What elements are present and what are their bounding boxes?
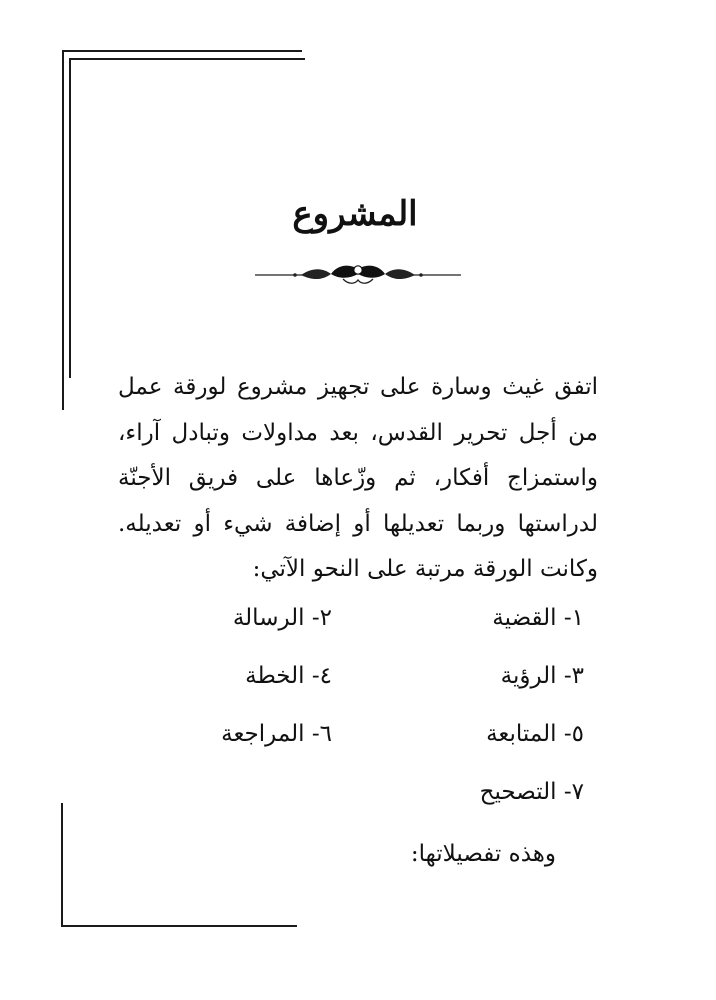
ornament-divider — [255, 258, 461, 288]
page-title: المشروع — [292, 194, 418, 234]
list-item: ٣- الرؤية — [500, 663, 584, 689]
intro-paragraph: اتفق غيث وسارة على تجهيز مشروع لورقة عمل من أجل تحرير القدس، بعد مداولات وتبادل آراء، واستمزاج أفكار، ثم وزّعاها على فريق الأجنّة لدراستها وربما تعديلها أو إضافة شيء أو تعديله. وكانت الورقة مرتبة على النحو الآتي: — [118, 374, 598, 582]
frame-bottom-line — [61, 925, 297, 927]
frame-top-outer-line — [62, 50, 302, 52]
frame-left-inner-line — [69, 58, 71, 378]
list-item: ٧- التصحيح — [479, 779, 584, 805]
frame-left-outer-line — [62, 50, 64, 410]
list-item: ٤- الخطة — [245, 663, 332, 689]
frame-bottom-left-vertical — [61, 803, 63, 927]
list-item: ٥- المتابعة — [486, 721, 584, 747]
list-item: ٦- المراجعة — [221, 721, 332, 747]
list-item: ٢- الرسالة — [232, 605, 332, 631]
list-item: ١- القضية — [492, 605, 584, 631]
outro-text: وهذه تفصيلاتها: — [410, 841, 556, 867]
frame-top-inner-line — [69, 58, 305, 60]
